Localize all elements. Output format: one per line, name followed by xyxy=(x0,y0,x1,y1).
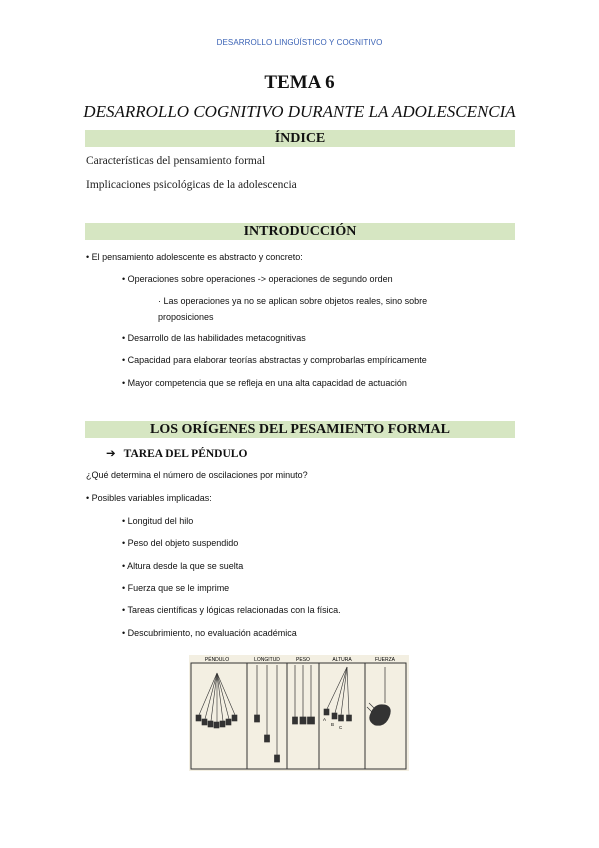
panel-label-longitud: LONGITUD xyxy=(254,657,280,663)
intro-line: • Operaciones sobre operaciones -> operaciones de segundo orden xyxy=(122,274,393,284)
panel-label-pendulo: PÉNDULO xyxy=(204,657,230,663)
variables-intro: • Posibles variables implicadas: xyxy=(86,493,212,503)
origenes-heading: LOS ORÍGENES DEL PESAMIENTO FORMAL xyxy=(85,421,515,438)
introduccion-heading: INTRODUCCIÓN xyxy=(85,223,515,240)
tarea-pendulo-item xyxy=(106,446,247,460)
intro-line: • Desarrollo de las habilidades metacognitivas xyxy=(122,333,306,343)
altura-letter: B xyxy=(331,722,335,727)
variable-item: • Longitud del hilo xyxy=(122,516,194,526)
question-line: ¿Qué determina el número de oscilaciones por minuto? xyxy=(86,470,308,480)
running-header: DESARROLLO LINGÜÍSTICO Y COGNITIVO xyxy=(216,38,383,47)
indice-item: Implicaciones psicológicas de la adolescencia xyxy=(86,179,297,191)
tarea-pendulo-label: TAREA DEL PÉNDULO xyxy=(123,448,248,460)
page-title: TEMA 6 xyxy=(264,72,335,93)
variable-item: • Descubrimiento, no evaluación académica xyxy=(122,628,297,638)
altura-letter: C xyxy=(339,725,343,730)
indice-heading: ÍNDICE xyxy=(85,130,515,147)
variable-item: • Peso del objeto suspendido xyxy=(122,538,239,548)
panel-label-peso: PESO xyxy=(296,657,310,663)
pendulum-figure xyxy=(189,655,409,771)
intro-line: • El pensamiento adolescente es abstracto y concreto: xyxy=(86,252,303,262)
intro-line: • Mayor competencia que se refleja en una alta capacidad de actuación xyxy=(122,378,407,388)
panel-label-fuerza: FUERZA xyxy=(375,657,395,663)
arrow-right-icon: ➔ xyxy=(106,446,116,460)
panel-label-altura: ALTURA xyxy=(332,657,352,663)
altura-letter: A xyxy=(323,717,327,722)
intro-line: • Capacidad para elaborar teorías abstractas y comprobarlas empíricamente xyxy=(122,355,427,365)
intro-line: · Las operaciones ya no se aplican sobre objetos reales, sino sobre proposiciones xyxy=(158,296,428,322)
variable-item: • Fuerza que se le imprime xyxy=(122,583,230,593)
indice-item: Características del pensamiento formal xyxy=(86,155,266,167)
variable-item: • Tareas científicas y lógicas relacionadas con la física. xyxy=(122,605,341,615)
page-subtitle: DESARROLLO COGNITIVO DURANTE LA ADOLESCENCIA xyxy=(83,102,516,121)
variable-item: • Altura desde la que se suelta xyxy=(122,561,244,571)
